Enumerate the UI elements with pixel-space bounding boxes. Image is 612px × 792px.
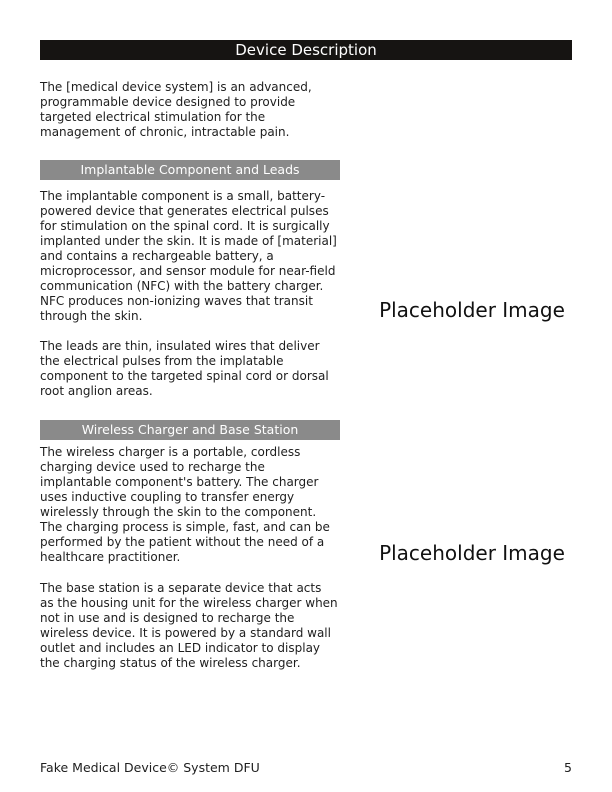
page-number: 5 bbox=[564, 760, 572, 775]
leads-paragraph: The leads are thin, insulated wires that deliver the electrical pulses from the implatable component to the targeted spinal cord or dorsal root anglion areas. bbox=[40, 339, 329, 398]
page-title: Device Description bbox=[40, 40, 572, 60]
intro-paragraph: The [medical device system] is an advanced, programmable device designed to provide targeted electrical stimulation for the management of chronic, intractable pain. bbox=[40, 80, 312, 139]
footer-document-title: Fake Medical Device© System DFU bbox=[40, 760, 260, 775]
base-station-paragraph: The base station is a separate device that acts as the housing unit for the wireless charger when not in use and is designed to recharge the wireless device. It is powered by a standard wall outlet and includes an LED indicator to display the charging status of the wireless charger. bbox=[40, 581, 338, 670]
charger-paragraph: The wireless charger is a portable, cordless charging device used to recharge the implantable component's battery. The charger uses inductive coupling to transfer energy wirelessly through the skin to the component. The charging process is simple, fast, and can be performed by the patient without the need of a healthcare practitioner. bbox=[40, 445, 330, 564]
section-heading-wireless: Wireless Charger and Base Station bbox=[40, 420, 340, 440]
placeholder-image-2: Placeholder Image bbox=[379, 541, 565, 565]
section-heading-implantable: Implantable Component and Leads bbox=[40, 160, 340, 180]
placeholder-image-1: Placeholder Image bbox=[379, 298, 565, 322]
implantable-paragraph: The implantable component is a small, battery- powered device that generates electrical pulses for stimulation on the spinal cord. It is surgically implanted under the skin. It is made of [material] and contains a rechargeable battery, a microprocessor, and sensor module for near-field communication (NFC) with the battery charger. NFC produces non-ionizing waves that transit through the skin. bbox=[40, 189, 337, 323]
